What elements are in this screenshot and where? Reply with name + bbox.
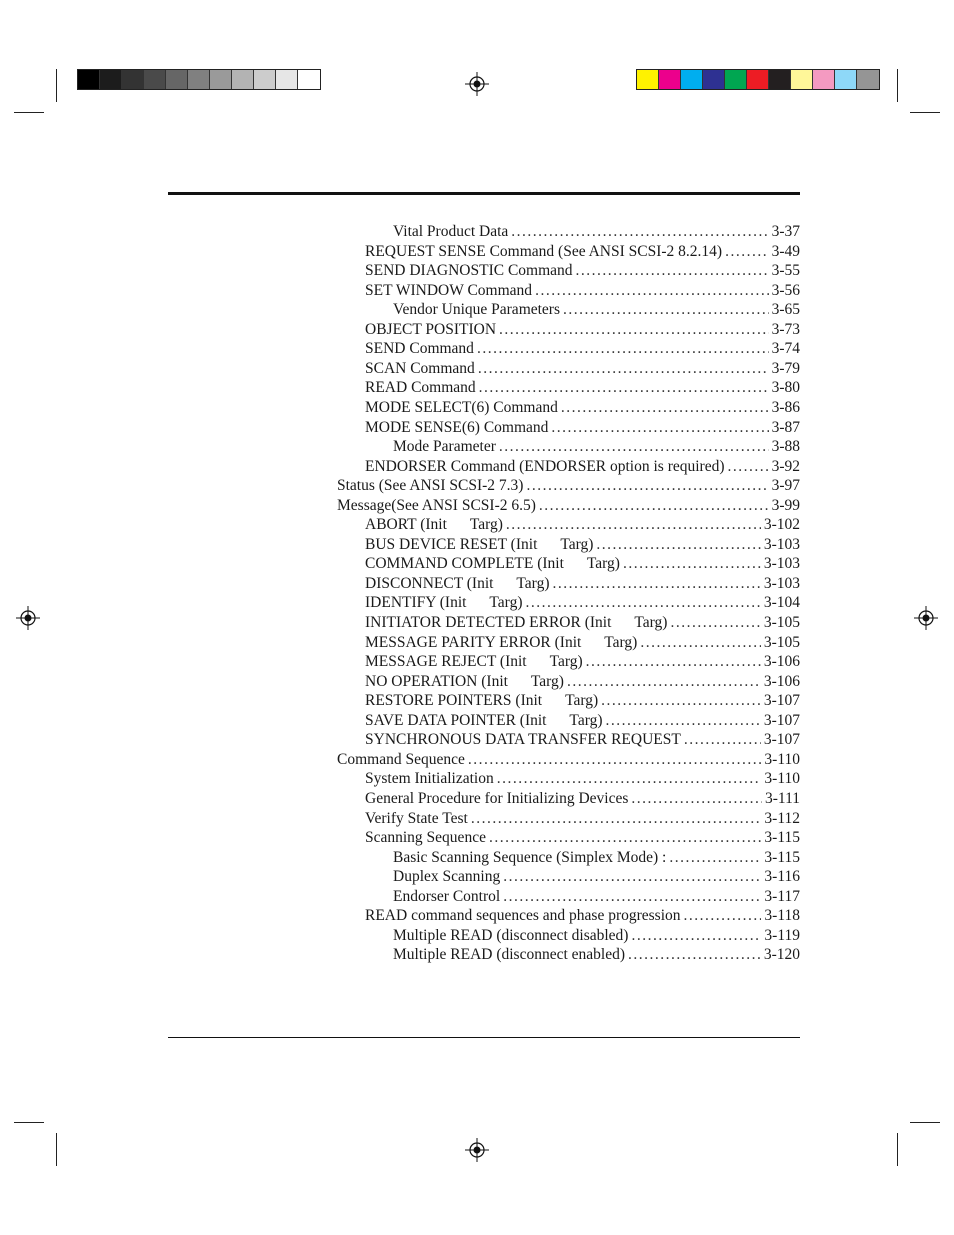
dot-leader bbox=[535, 281, 769, 301]
dot-leader bbox=[623, 554, 761, 574]
toc-entry-title: SCAN Command bbox=[365, 359, 475, 377]
color-swatch bbox=[254, 70, 276, 89]
toc-entry bbox=[365, 730, 800, 750]
color-swatch bbox=[725, 70, 747, 89]
toc-entry bbox=[365, 418, 800, 438]
toc-entry-page: 3-107 bbox=[763, 711, 800, 729]
color-swatch bbox=[769, 70, 791, 89]
toc-entry bbox=[365, 554, 800, 574]
color-swatch bbox=[659, 70, 681, 89]
dot-leader bbox=[596, 535, 760, 555]
dot-leader bbox=[503, 867, 761, 887]
toc-entry-title: INITIATOR DETECTED ERROR (Init Targ) bbox=[365, 614, 668, 631]
toc-entry-page: 3-79 bbox=[771, 359, 800, 377]
toc-entry-title: ABORT (Init Targ) bbox=[365, 516, 503, 534]
toc-entry bbox=[365, 457, 800, 477]
toc-entry bbox=[365, 261, 800, 281]
dot-leader bbox=[725, 242, 768, 262]
color-swatch bbox=[703, 70, 725, 89]
color-swatch bbox=[78, 70, 100, 89]
dot-leader bbox=[561, 398, 769, 418]
dot-leader bbox=[478, 359, 769, 379]
toc-entry-title: ENDORSER Command (ENDORSER option is required) bbox=[365, 457, 725, 475]
toc-entry-title: DISCONNECT (Init Targ) bbox=[365, 574, 550, 592]
dot-leader bbox=[552, 574, 760, 594]
toc-entry-page: 3-37 bbox=[771, 223, 800, 240]
color-swatch bbox=[637, 70, 659, 89]
dot-leader bbox=[497, 769, 762, 789]
toc-entry-title: Verify State Test bbox=[365, 809, 468, 827]
toc-entry bbox=[393, 887, 800, 907]
crop-mark-top-right-horizontal bbox=[910, 112, 940, 113]
color-swatch bbox=[144, 70, 166, 89]
dot-leader bbox=[669, 848, 761, 868]
dot-leader bbox=[586, 652, 761, 672]
toc-entry-page: 3-106 bbox=[763, 653, 800, 671]
toc-entry bbox=[365, 535, 800, 555]
toc-entry-title: System Initialization bbox=[365, 770, 494, 788]
toc-entry-title: SAVE DATA POINTER (Init Targ) bbox=[365, 711, 603, 729]
toc-entry-title: Message(See ANSI SCSI-2 6.5) bbox=[337, 496, 536, 514]
toc-entry bbox=[365, 242, 800, 262]
toc-entry bbox=[393, 437, 800, 457]
toc-entry bbox=[365, 515, 800, 535]
toc-entry-page: 3-103 bbox=[763, 574, 800, 592]
toc-entry bbox=[365, 613, 800, 633]
toc-entry-title: READ command sequences and phase progression bbox=[365, 907, 681, 925]
toc-entry-title: REQUEST SENSE Command (See ANSI SCSI-2 8.2.14) bbox=[365, 242, 723, 260]
toc-entry-title: SET WINDOW Command bbox=[365, 281, 533, 299]
toc-entry-page: 3-104 bbox=[763, 594, 800, 612]
toc-entry-title: COMMAND COMPLETE (Init Targ) bbox=[365, 555, 620, 573]
dot-leader bbox=[477, 339, 769, 359]
toc-entry-title: Multiple READ (disconnect disabled) bbox=[393, 926, 629, 944]
color-swatch bbox=[298, 70, 320, 89]
color-swatch bbox=[188, 70, 210, 89]
registration-mark-left-icon bbox=[16, 606, 40, 630]
color-swatch bbox=[681, 70, 703, 89]
toc-entry-page: 3-65 bbox=[771, 301, 800, 319]
toc-entry-title: NO OPERATION (Init Targ) bbox=[365, 672, 564, 690]
toc-entry-page: 3-103 bbox=[763, 555, 800, 573]
toc-entry bbox=[365, 398, 800, 418]
crop-mark-bottom-left-horizontal bbox=[14, 1122, 44, 1123]
toc-entry-title: OBJECT POSITION bbox=[365, 320, 497, 338]
toc-entry bbox=[365, 691, 800, 711]
header-rule bbox=[168, 192, 800, 195]
toc-entry-page: 3-87 bbox=[771, 418, 800, 436]
dot-leader bbox=[628, 945, 761, 965]
color-swatch bbox=[857, 70, 879, 89]
toc-entry bbox=[393, 222, 800, 242]
toc-entry-title: Scanning Sequence bbox=[365, 829, 486, 847]
toc-entry-title: READ Command bbox=[365, 379, 476, 397]
toc-entry-title: Duplex Scanning bbox=[393, 868, 501, 886]
toc-entry-page: 3-97 bbox=[771, 477, 800, 495]
color-swatch bbox=[122, 70, 144, 89]
toc-entry-title: MODE SELECT(6) Command bbox=[365, 398, 558, 416]
toc-entry-page: 3-55 bbox=[771, 262, 800, 280]
toc-entry-page: 3-117 bbox=[764, 887, 800, 905]
toc-entry-page: 3-86 bbox=[771, 398, 800, 416]
dot-leader bbox=[468, 750, 762, 770]
toc-entry-page: 3-49 bbox=[771, 242, 800, 260]
dot-leader bbox=[684, 906, 762, 926]
dot-leader bbox=[670, 613, 760, 633]
toc-entry bbox=[337, 750, 800, 770]
grayscale-calibration-bar bbox=[77, 69, 321, 90]
toc-entry bbox=[393, 300, 800, 320]
crop-mark-top-left-horizontal bbox=[14, 112, 44, 113]
toc-entry-title: General Procedure for Initializing Devices bbox=[365, 789, 629, 807]
toc-entry-page: 3-56 bbox=[771, 281, 800, 299]
toc-entry-page: 3-110 bbox=[764, 750, 800, 768]
dot-leader bbox=[551, 418, 768, 438]
toc-entry-title: Endorser Control bbox=[393, 887, 501, 905]
color-swatch bbox=[747, 70, 769, 89]
toc-entry bbox=[365, 320, 800, 340]
toc-entry-title: MESSAGE PARITY ERROR (Init Targ) bbox=[365, 633, 638, 651]
toc-entry-title: Vendor Unique Parameters bbox=[393, 301, 561, 319]
dot-leader bbox=[576, 261, 769, 281]
dot-leader bbox=[728, 457, 769, 477]
color-swatch bbox=[276, 70, 298, 89]
toc-entry bbox=[365, 359, 800, 379]
toc-entry bbox=[365, 633, 800, 653]
toc-entry bbox=[365, 769, 800, 789]
toc-entry bbox=[365, 809, 800, 829]
dot-leader bbox=[479, 378, 769, 398]
toc-entry bbox=[393, 848, 800, 868]
registration-mark-right-icon bbox=[914, 606, 938, 630]
toc-entry-title: MESSAGE REJECT (Init Targ) bbox=[365, 653, 583, 671]
registration-mark-top-icon bbox=[465, 72, 489, 96]
dot-leader bbox=[601, 691, 761, 711]
dot-leader bbox=[489, 828, 761, 848]
toc-entry-page: 3-116 bbox=[764, 868, 800, 886]
dot-leader bbox=[631, 789, 762, 809]
dot-leader bbox=[471, 809, 762, 829]
dot-leader bbox=[567, 672, 761, 692]
dot-leader bbox=[503, 887, 761, 907]
crop-mark-bottom-left-vertical bbox=[56, 1133, 57, 1166]
toc-entry-title: Command Sequence bbox=[337, 750, 465, 768]
toc-entry-page: 3-92 bbox=[771, 457, 800, 475]
toc-entry-page: 3-99 bbox=[771, 496, 800, 514]
color-swatch bbox=[835, 70, 857, 89]
toc-entry-page: 3-111 bbox=[764, 789, 800, 807]
toc-entry bbox=[393, 945, 800, 965]
dot-leader bbox=[499, 320, 769, 340]
toc-entry-page: 3-115 bbox=[764, 829, 800, 847]
toc-entry-page: 3-74 bbox=[771, 340, 800, 358]
color-swatch bbox=[166, 70, 188, 89]
toc-entry bbox=[337, 476, 800, 496]
toc-entry-page: 3-105 bbox=[763, 614, 800, 631]
crop-mark-top-left-vertical bbox=[56, 69, 57, 102]
dot-leader bbox=[526, 476, 768, 496]
toc-entry bbox=[365, 574, 800, 594]
toc-entry bbox=[365, 378, 800, 398]
registration-mark-bottom-icon bbox=[465, 1138, 489, 1162]
toc-entry-page: 3-107 bbox=[763, 692, 800, 710]
toc-entry-title: Mode Parameter bbox=[393, 438, 496, 456]
toc-entry bbox=[365, 652, 800, 672]
crop-mark-bottom-right-horizontal bbox=[910, 1122, 940, 1123]
dot-leader bbox=[631, 926, 761, 946]
toc-entry-title: Status (See ANSI SCSI-2 7.3) bbox=[337, 477, 524, 495]
toc-entry-title: SYNCHRONOUS DATA TRANSFER REQUEST bbox=[365, 731, 681, 749]
toc-entry-page: 3-107 bbox=[763, 731, 800, 749]
toc-entry-page: 3-80 bbox=[771, 379, 800, 397]
toc-entry-title: MODE SENSE(6) Command bbox=[365, 418, 549, 436]
toc-entry bbox=[365, 593, 800, 613]
toc-entry-page: 3-102 bbox=[763, 516, 800, 534]
toc-entry-page: 3-73 bbox=[771, 320, 800, 338]
toc-entry bbox=[393, 926, 800, 946]
toc-entry-page: 3-110 bbox=[764, 770, 800, 788]
toc-entry-page: 3-105 bbox=[763, 633, 800, 651]
dot-leader bbox=[563, 300, 769, 320]
toc-entry bbox=[337, 496, 800, 516]
toc-entry-page: 3-118 bbox=[764, 907, 800, 925]
toc-entry bbox=[365, 281, 800, 301]
toc-entry-title: BUS DEVICE RESET (Init Targ) bbox=[365, 535, 594, 553]
toc-entry-page: 3-120 bbox=[763, 946, 800, 964]
dot-leader bbox=[539, 496, 769, 516]
toc-entry-title: Vital Product Data bbox=[393, 223, 509, 240]
toc-entry-page: 3-88 bbox=[771, 438, 800, 456]
color-swatch bbox=[791, 70, 813, 89]
toc-entry bbox=[365, 672, 800, 692]
color-swatch bbox=[210, 70, 232, 89]
color-calibration-bar bbox=[636, 69, 880, 90]
toc-entry bbox=[365, 828, 800, 848]
dot-leader bbox=[506, 515, 761, 535]
dot-leader bbox=[606, 711, 761, 731]
toc-entry-page: 3-106 bbox=[763, 672, 800, 690]
toc-entry-page: 3-119 bbox=[764, 926, 800, 944]
toc-entry-title: IDENTIFY (Init Targ) bbox=[365, 594, 523, 612]
dot-leader bbox=[684, 730, 761, 750]
toc-entry-title: RESTORE POINTERS (Init Targ) bbox=[365, 692, 599, 710]
crop-mark-bottom-right-vertical bbox=[897, 1133, 898, 1166]
toc-entry-title: Basic Scanning Sequence (Simplex Mode) : bbox=[393, 848, 667, 866]
color-swatch bbox=[100, 70, 122, 89]
toc-entry-title: Multiple READ (disconnect enabled) bbox=[393, 946, 626, 964]
color-swatch bbox=[813, 70, 835, 89]
dot-leader bbox=[640, 633, 760, 653]
toc-entry bbox=[393, 867, 800, 887]
toc-entry-page: 3-115 bbox=[764, 848, 800, 866]
dot-leader bbox=[499, 437, 769, 457]
toc-entry bbox=[365, 339, 800, 359]
footer-rule bbox=[168, 1037, 800, 1038]
crop-mark-top-right-vertical bbox=[897, 69, 898, 102]
toc-entry bbox=[365, 711, 800, 731]
toc-entry-page: 3-112 bbox=[764, 809, 800, 827]
dot-leader bbox=[525, 593, 760, 613]
toc-entry-title: SEND Command bbox=[365, 340, 474, 358]
toc-entry-title: SEND DIAGNOSTIC Command bbox=[365, 262, 573, 280]
dot-leader bbox=[511, 222, 768, 242]
toc-entry bbox=[365, 906, 800, 926]
toc-entry bbox=[365, 789, 800, 809]
toc-entry-page: 3-103 bbox=[763, 535, 800, 553]
color-swatch bbox=[232, 70, 254, 89]
